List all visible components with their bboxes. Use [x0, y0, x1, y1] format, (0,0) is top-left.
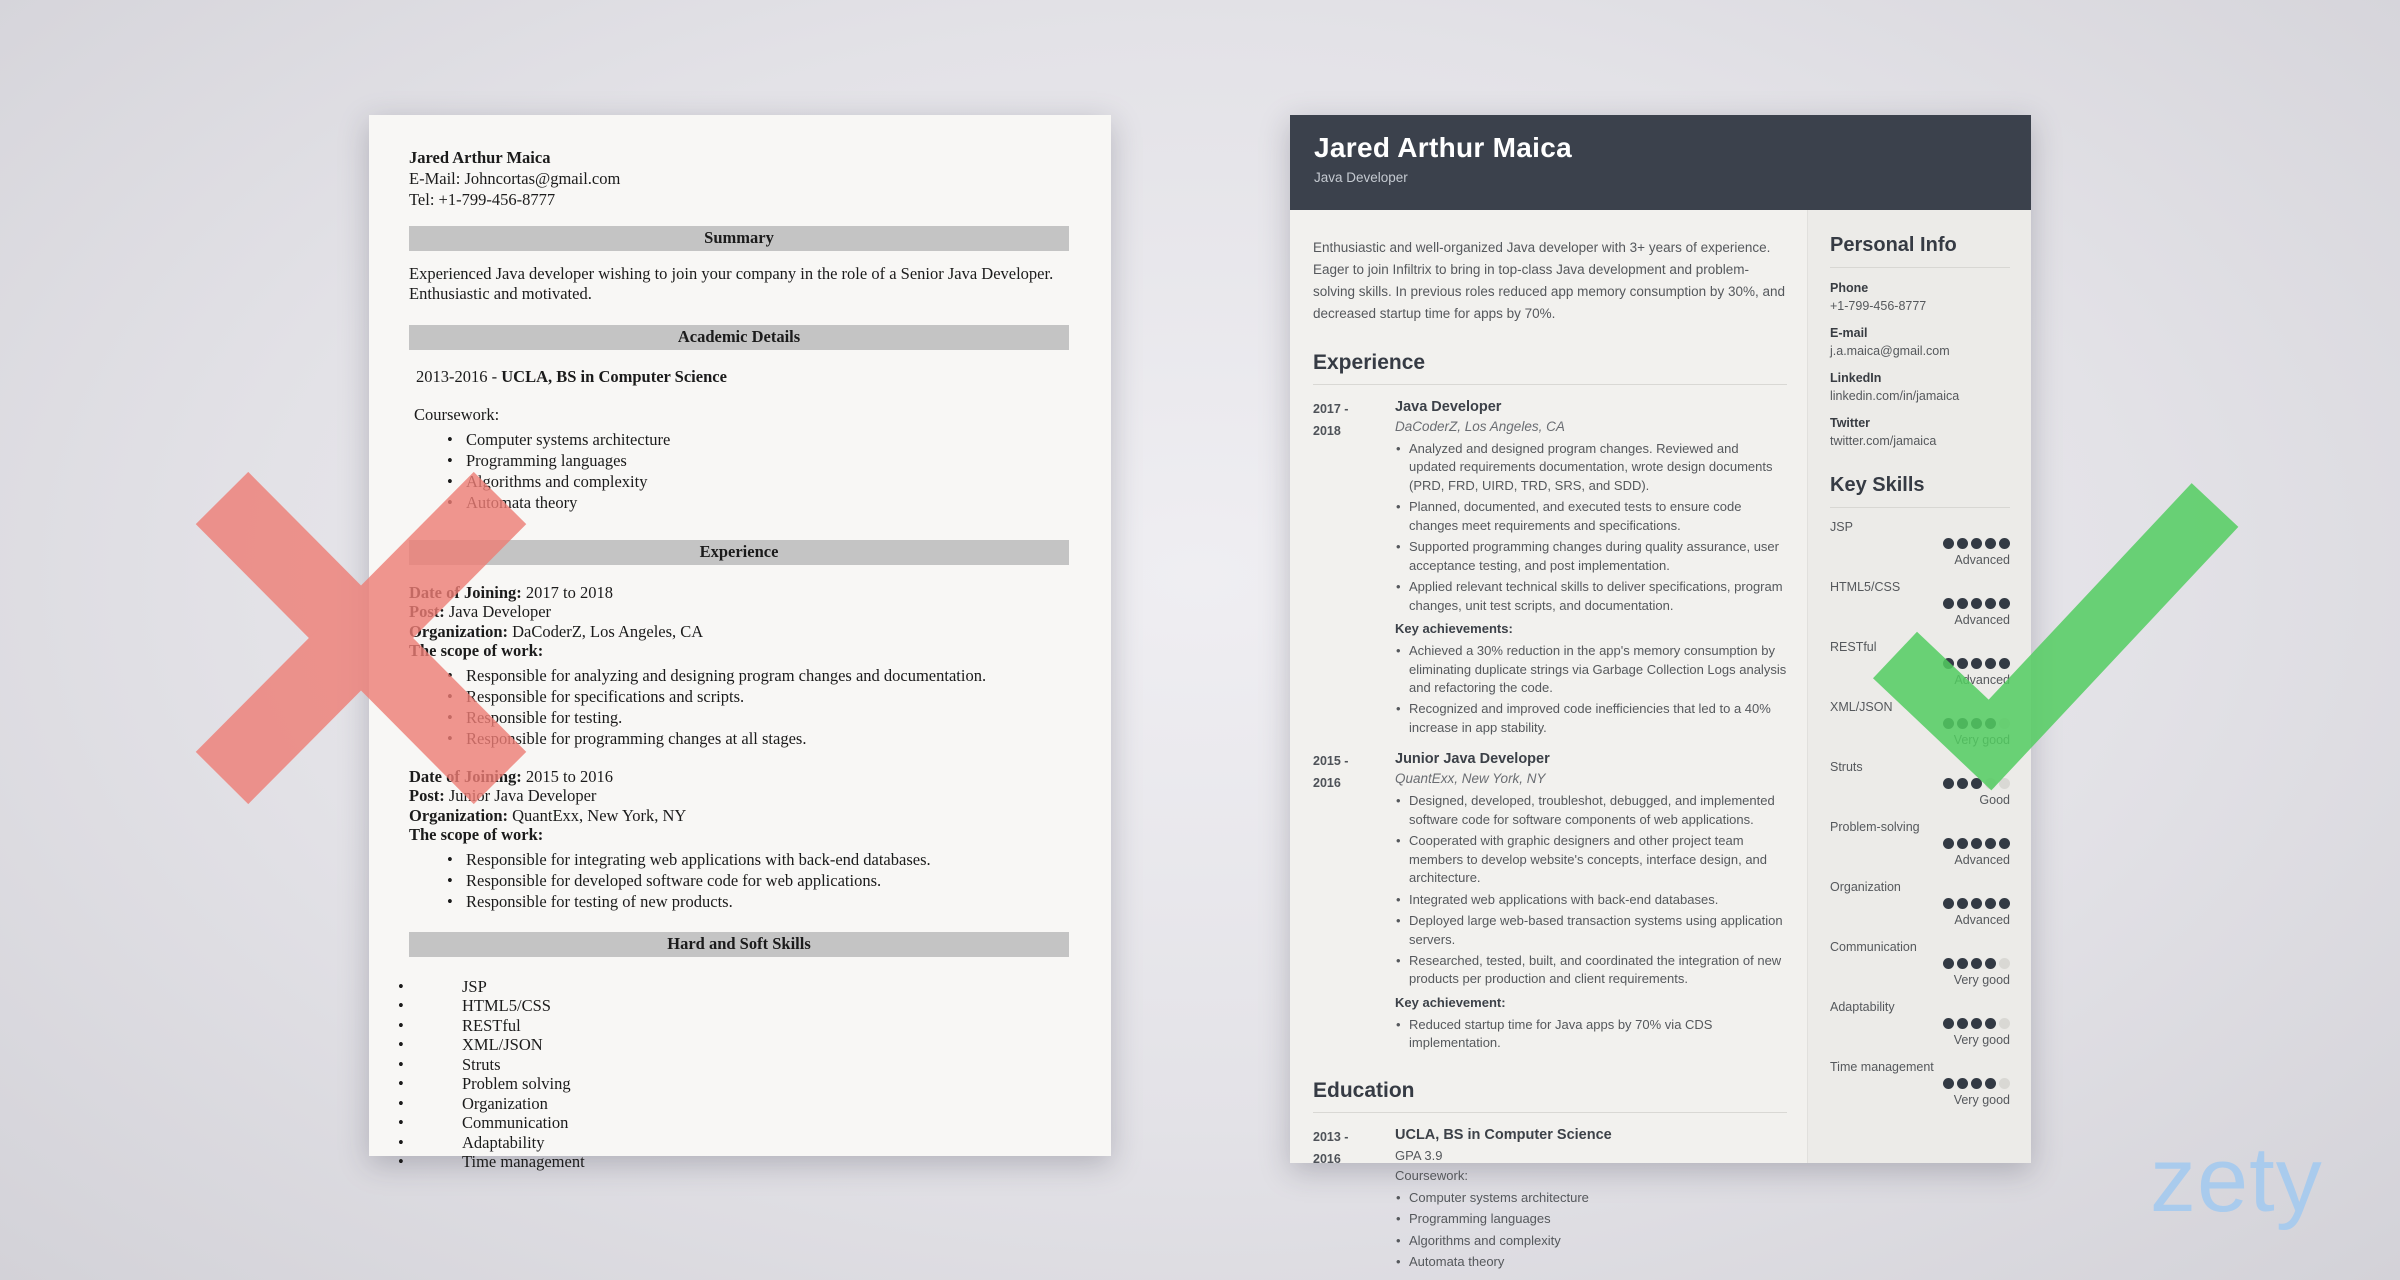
- skill-rating-dots: [1830, 598, 2010, 610]
- personal-info-heading: Personal Info: [1830, 234, 2010, 268]
- skill-item: [1830, 640, 2010, 688]
- list-item: • Achieved a 30% reduction in the app's memory consumption by eliminating duplicate strings via Garbage Collection Logs analysis and refactoring the code.: [1395, 642, 1787, 697]
- field-label: Post:: [409, 786, 445, 806]
- coursework-list: [1395, 1189, 1787, 1272]
- education-dates: 2013 - 2016: [1313, 1129, 1349, 1166]
- scope-label: The scope of work:: [409, 825, 544, 845]
- good-resume-main-column: [1290, 210, 1807, 1270]
- skill-item: [1830, 1000, 2010, 1048]
- good-resume-sidebar: [1807, 210, 2031, 1163]
- contact-value: twitter.com/jamaica: [1830, 434, 1937, 448]
- education-heading: Education: [1313, 1079, 1787, 1113]
- degree-title: UCLA, BS in Computer Science: [501, 366, 727, 386]
- list-item: • Researched, tested, built, and coordinated the integration of new products per production and client requirements.: [1395, 952, 1787, 989]
- skill-rating-dots: [1830, 1078, 2010, 1090]
- skill-item: [1830, 700, 2010, 748]
- list-item: • Adaptability: [409, 1133, 1069, 1153]
- contact-label: E-mail: [1830, 326, 1868, 340]
- skill-level: Very good: [1953, 733, 2010, 747]
- section-header-academic: Academic Details: [409, 325, 1069, 350]
- skill-level: Advanced: [1954, 553, 2010, 567]
- list-item: • Responsible for testing of new products.: [409, 891, 1069, 912]
- skill-level: Advanced: [1954, 613, 2010, 627]
- job-company: QuantExx, New York, NY: [1395, 771, 1546, 787]
- coursework-list: [409, 429, 1069, 513]
- bad-resume-summary-text: Experienced Java developer wishing to join your company in the role of a Senior Java Developer. Enthusiastic and motivated.: [409, 264, 1054, 303]
- education-degree: UCLA, BS in Computer Science: [1395, 1126, 1612, 1143]
- job-dates: 2017 - 2018: [1313, 402, 1349, 438]
- job-dates: 2015 - 2016: [1313, 754, 1349, 791]
- field-value: QuantExx, New York, NY: [512, 805, 687, 825]
- list-item: • Responsible for programming changes at all stages.: [409, 728, 1069, 749]
- contact-value: j.a.maica@gmail.com: [1830, 344, 1950, 358]
- skill-item: [1830, 820, 2010, 868]
- job-duty-list: [1395, 792, 1787, 989]
- achievements-label: Key achievement:: [1395, 994, 1506, 1010]
- section-header-experience: Experience: [409, 540, 1069, 565]
- scope-list: [409, 849, 1069, 912]
- job-company: DaCoderZ, Los Angeles, CA: [1395, 419, 1565, 434]
- list-item: • Deployed large web-based transaction systems using application servers.: [1395, 912, 1787, 949]
- list-item: • Organization: [409, 1094, 1069, 1114]
- list-item: • Integrated web applications with back-end databases.: [1395, 891, 1787, 909]
- bad-resume-page: [369, 115, 1111, 1172]
- skill-name: Struts: [1830, 760, 1863, 774]
- list-item: • HTML5/CSS: [409, 996, 1069, 1016]
- skill-item: [1830, 880, 2010, 928]
- good-resume-job-title: Java Developer: [1314, 170, 1408, 185]
- skill-level: Advanced: [1954, 913, 2010, 927]
- skill-level: Very good: [1953, 973, 2010, 987]
- list-item: • Planned, documented, and executed tests to ensure code changes meet requirements and specifications.: [1395, 498, 1787, 535]
- experience-heading: Experience: [1313, 351, 1787, 385]
- bad-resume-degree: [409, 367, 1069, 387]
- skill-item: [1830, 1060, 2010, 1108]
- skill-rating-dots: [1830, 658, 2010, 670]
- field-value: DaCoderZ, Los Angeles, CA: [512, 621, 704, 641]
- list-item: • Responsible for integrating web applications with back-end databases.: [409, 849, 1069, 870]
- skill-item: [1830, 580, 2010, 628]
- education-gpa: GPA 3.9: [1395, 1147, 1443, 1163]
- field-value: 2017 to 2018: [525, 582, 613, 602]
- bad-resume-job-2: [409, 767, 1069, 912]
- skill-rating-dots: [1830, 898, 2010, 910]
- skill-name: Problem-solving: [1830, 820, 1920, 834]
- skill-rating-dots: [1830, 718, 2010, 730]
- skill-rating-dots: [1830, 538, 2010, 550]
- field-label: Organization:: [409, 621, 508, 641]
- achievement-list: [1395, 1016, 1787, 1053]
- coursework-label: Coursework:: [414, 405, 500, 425]
- skill-level: Good: [1979, 793, 2010, 807]
- skill-item: [1830, 760, 2010, 808]
- list-item: • Communication: [409, 1113, 1069, 1133]
- job-title: Java Developer: [1395, 399, 1502, 415]
- key-skills-heading: Key Skills: [1830, 474, 2010, 508]
- list-item: • Computer systems architecture: [409, 429, 1069, 450]
- skill-rating-dots: [1830, 958, 2010, 970]
- list-item: • Programming languages: [409, 450, 1069, 471]
- field-value: Java Developer: [448, 602, 552, 622]
- skill-rating-dots: [1830, 778, 2010, 790]
- list-item: • Recognized and improved code inefficiencies that led to a 40% increase in app stability.: [1395, 700, 1787, 737]
- field-label: Date of Joining:: [409, 766, 522, 786]
- bad-resume-email: E-Mail: Johncortas@gmail.com: [409, 168, 621, 188]
- degree-years: 2013-2016 -: [416, 366, 498, 386]
- good-resume-header: [1290, 115, 2031, 210]
- achievement-list: [1395, 642, 1787, 737]
- skill-rating-dots: [1830, 1018, 2010, 1030]
- list-item: • Time management: [409, 1152, 1069, 1172]
- list-item: • Computer systems architecture: [1395, 1189, 1787, 1207]
- bad-resume-phone: Tel: +1-799-456-8777: [409, 189, 556, 209]
- field-label: Date of Joining:: [409, 582, 522, 602]
- contact-label: Twitter: [1830, 416, 1871, 430]
- scope-label: The scope of work:: [409, 641, 544, 661]
- skill-level: Advanced: [1954, 673, 2010, 687]
- good-resume-education: [1313, 1127, 1787, 1272]
- list-item: • Responsible for testing.: [409, 707, 1069, 728]
- bad-resume-job-1: [409, 583, 1069, 749]
- list-item: • Analyzed and designed program changes. Reviewed and updated requirements documentation, wrote design documents (PRD, FRD, UIRD, TRD, SRS, and SDD).: [1395, 440, 1787, 495]
- skill-name: RESTful: [1830, 640, 1877, 654]
- list-item: • Cooperated with graphic designers and other project team members to develop website's concepts, interface design, and architecture.: [1395, 832, 1787, 887]
- field-value: Junior Java Developer: [448, 786, 597, 806]
- good-resume-job-1: [1313, 399, 1787, 737]
- good-resume-name: Jared Arthur Maica: [1314, 132, 1573, 163]
- list-item: • Supported programming changes during quality assurance, user acceptance testing, and post implementation.: [1395, 538, 1787, 575]
- field-label: Organization:: [409, 805, 508, 825]
- skill-item: [1830, 940, 2010, 988]
- skill-level: Very good: [1953, 1033, 2010, 1047]
- bad-resume-skill-list: [409, 977, 1069, 1172]
- achievements-label: Key achievements:: [1395, 621, 1513, 637]
- skill-level: Very good: [1953, 1093, 2010, 1107]
- section-header-skills: Hard and Soft Skills: [409, 932, 1069, 957]
- good-resume-job-2: [1313, 751, 1787, 1052]
- list-item: • Responsible for analyzing and designing program changes and documentation.: [409, 665, 1069, 686]
- job-duty-list: [1395, 440, 1787, 615]
- contact-label: LinkedIn: [1830, 371, 1882, 385]
- list-item: • RESTful: [409, 1016, 1069, 1036]
- skill-name: XML/JSON: [1830, 700, 1893, 714]
- field-label: Post:: [409, 602, 445, 622]
- skill-name: JSP: [1830, 520, 1853, 534]
- list-item: • JSP: [409, 977, 1069, 997]
- list-item: • Algorithms and complexity: [1395, 1232, 1787, 1250]
- skill-name: Adaptability: [1830, 1000, 1895, 1014]
- list-item: • Programming languages: [1395, 1210, 1787, 1228]
- scope-list: [409, 665, 1069, 749]
- bad-resume-name: Jared Arthur Maica: [409, 148, 551, 167]
- skill-rating-dots: [1830, 838, 2010, 850]
- contact-value: linkedin.com/in/jamaica: [1830, 389, 1960, 403]
- list-item: • Automata theory: [1395, 1253, 1787, 1271]
- list-item: • Algorithms and complexity: [409, 471, 1069, 492]
- zety-watermark: zety: [2150, 1129, 2323, 1231]
- skill-name: Organization: [1830, 880, 1901, 894]
- good-resume-summary: Enthusiastic and well-organized Java developer with 3+ years of experience. Eager to join Infiltrix to bring in top-class Java development and problem-solving skills. In previous roles reduced app memory consumption by 30%, and decreased startup time for apps by 70%.: [1313, 240, 1785, 321]
- list-item: • XML/JSON: [409, 1035, 1069, 1055]
- list-item: • Responsible for specifications and scripts.: [409, 686, 1069, 707]
- skill-name: Time management: [1830, 1060, 1934, 1074]
- job-title: Junior Java Developer: [1395, 751, 1550, 768]
- contact-label: Phone: [1830, 281, 1869, 295]
- skill-level: Advanced: [1954, 853, 2010, 867]
- list-item: • Designed, developed, troubleshot, debugged, and implemented software code for software components of web applications.: [1395, 792, 1787, 829]
- coursework-label: Coursework:: [1395, 1167, 1468, 1183]
- skill-item: [1830, 520, 2010, 568]
- skill-name: Communication: [1830, 940, 1917, 954]
- list-item: • Reduced startup time for Java apps by 70% via CDS implementation.: [1395, 1016, 1787, 1053]
- list-item: • Responsible for developed software code for web applications.: [409, 870, 1069, 891]
- list-item: • Problem solving: [409, 1074, 1069, 1094]
- list-item: • Struts: [409, 1055, 1069, 1075]
- skill-name: HTML5/CSS: [1830, 580, 1901, 594]
- field-value: 2015 to 2016: [525, 766, 613, 786]
- good-resume-page: [1290, 115, 2031, 1270]
- list-item: • Applied relevant technical skills to deliver specifications, program changes, unit test scripts, and documentation.: [1395, 578, 1787, 615]
- list-item: • Automata theory: [409, 492, 1069, 513]
- contact-value: +1-799-456-8777: [1830, 299, 1927, 313]
- section-header-summary: Summary: [409, 226, 1069, 251]
